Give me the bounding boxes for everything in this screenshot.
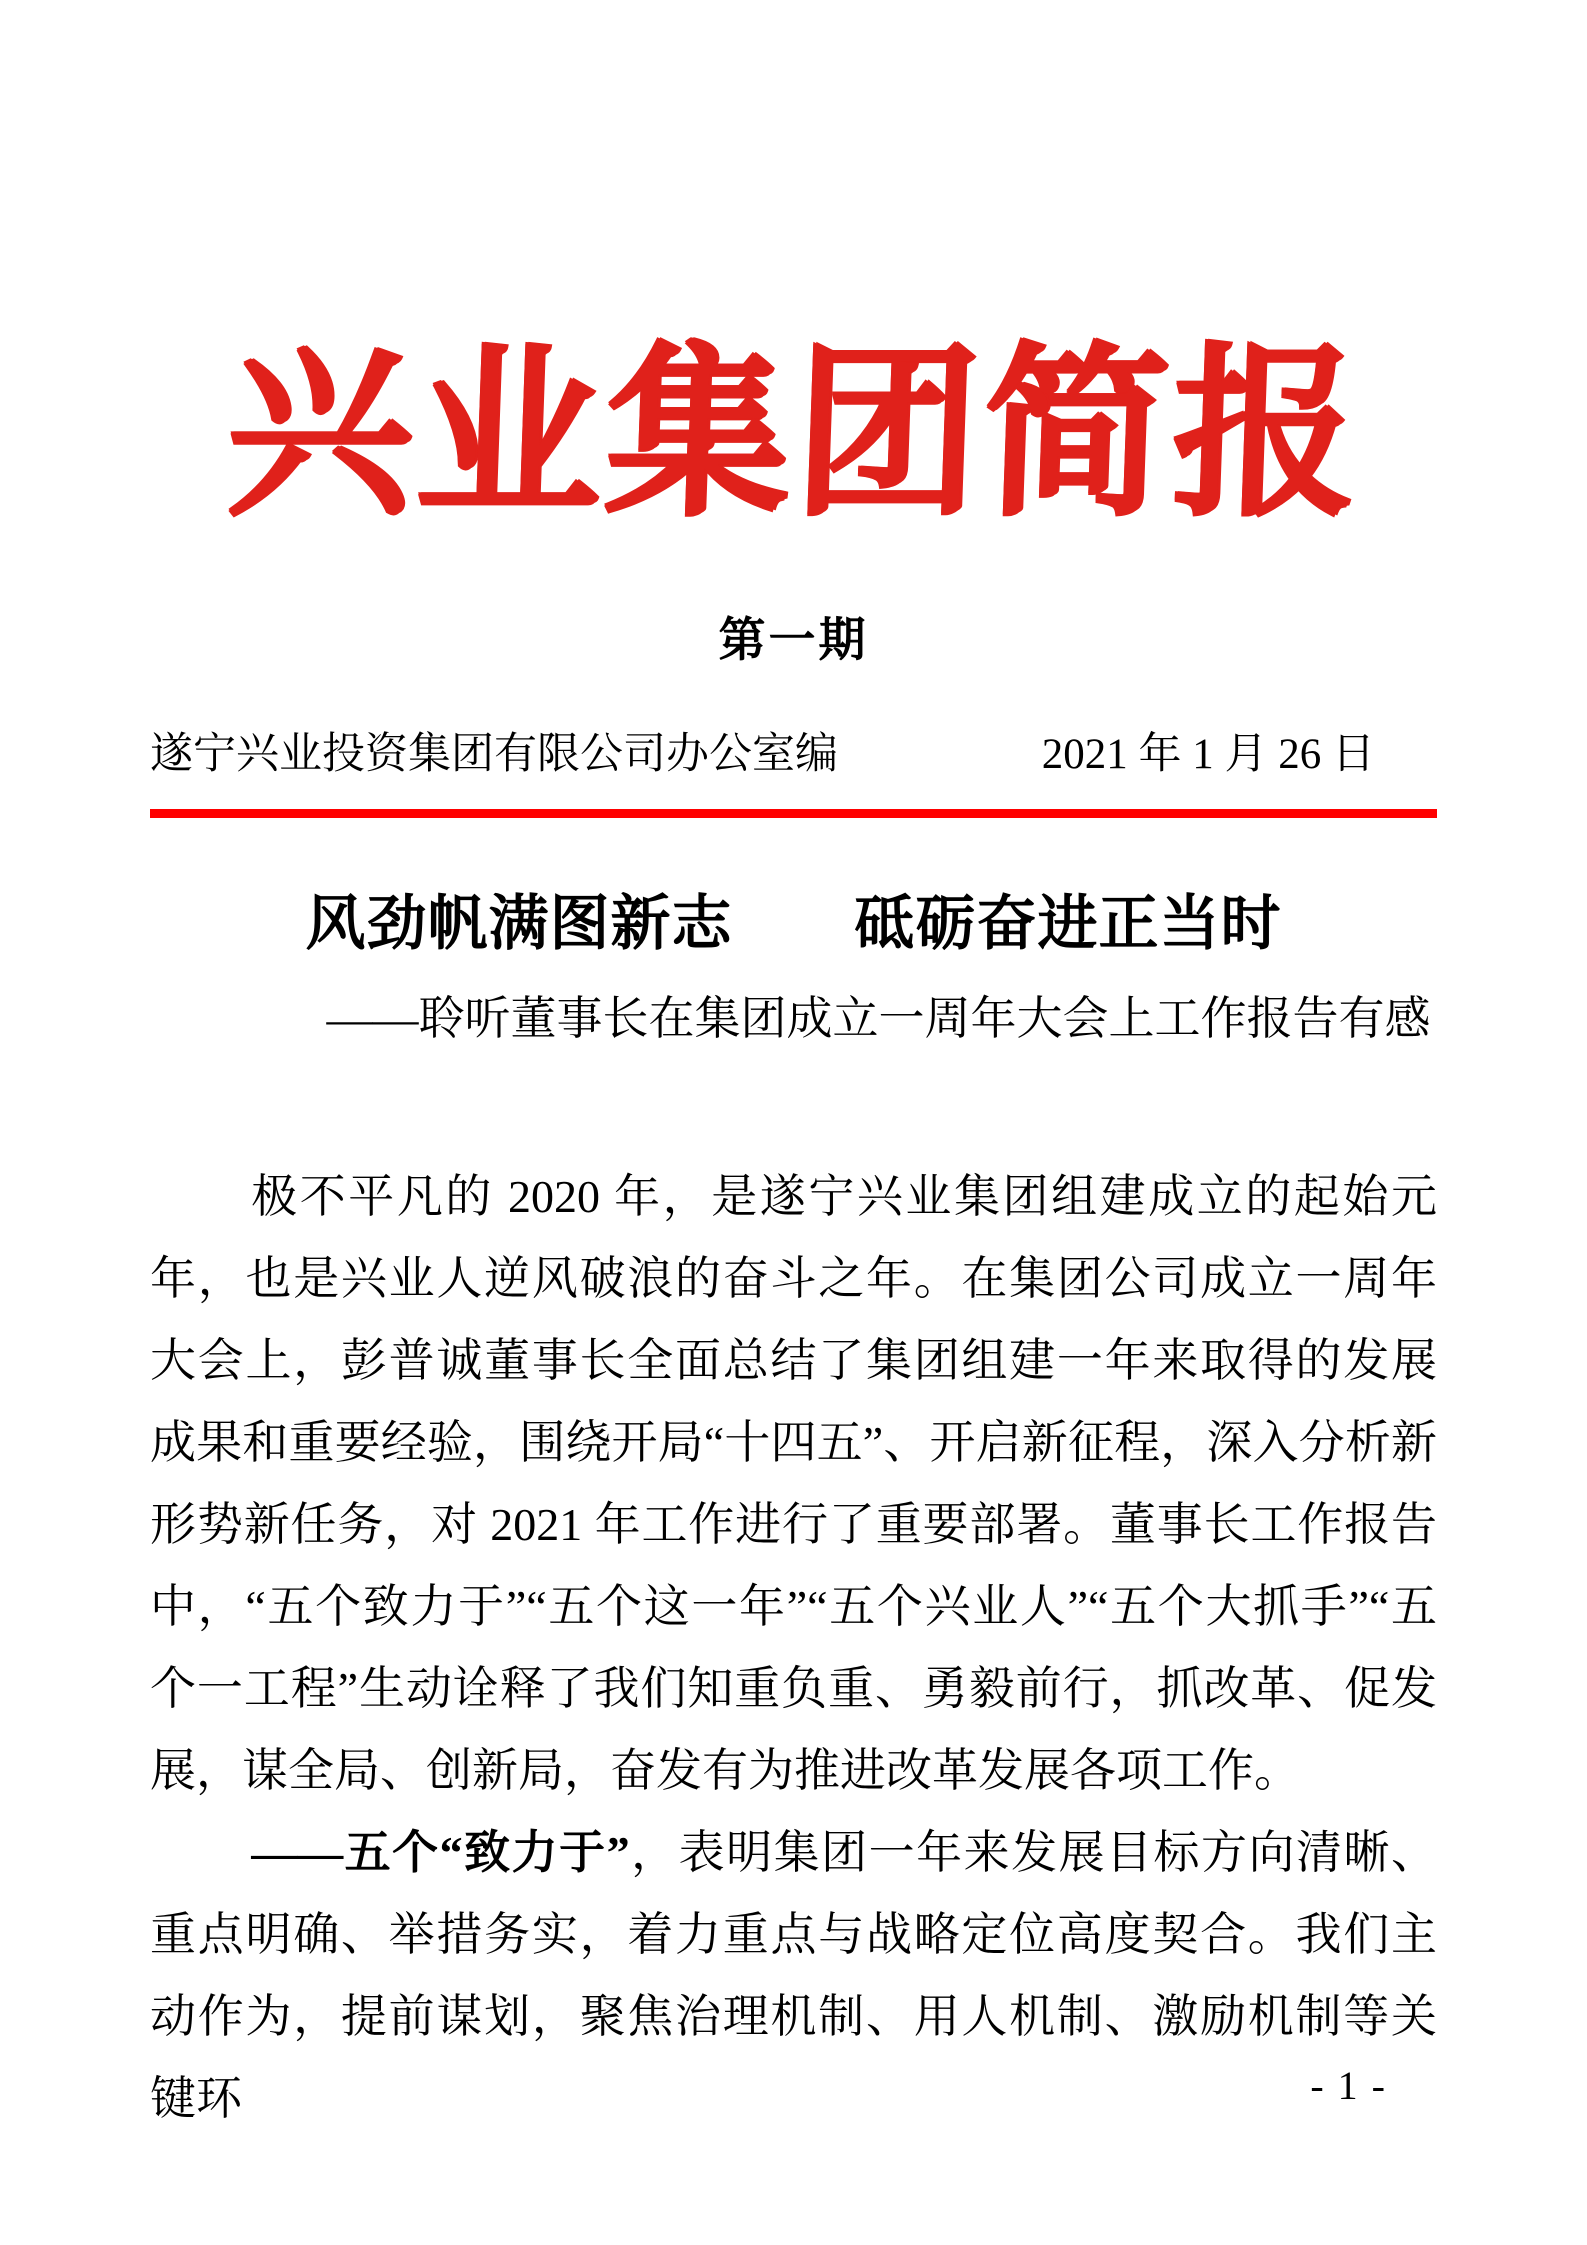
page-number: - 1 - <box>1310 2063 1387 2108</box>
paragraph-bold-lead: ——五个“致力于” <box>251 1826 630 1878</box>
article <box>150 876 1437 2140</box>
article-title: 风劲帆满图新志 砥砺奋进正当时 <box>305 890 1282 957</box>
article-subtitle: ——聆听董事长在集团成立一周年大会上工作报告有感 <box>326 992 1431 1044</box>
masthead-divider-rule <box>150 809 1437 818</box>
publication-date: 2021 年 1 月 26 日 <box>1041 730 1375 778</box>
paragraph-text: 极不平凡的 2020 年，是遂宁兴业集团组建成立的起始元年，也是兴业人逆风破浪的奋斗之年。在集团公司成立一周年大会上，彭普诚董事长全面总结了集团组建一年来取得的发展成果和重要经验，围绕开局“十四五”、开启新征程，深入分析新形势新任务，对 2021 年工作进行了重要部署。董事长工作报告中，“五个致力于”“五个这一年”“五个兴业人”“五个大抓手”“五个一工程”生动诠释了我们知重负重、勇毅前行，抓改革、促发展，谋全局、创新局，奋发有为推进改革发展各项工作。 <box>150 1170 1437 1796</box>
issue-number-label: 第一期 <box>718 612 869 666</box>
masthead-calligraphy-title: 兴业集团简报 <box>222 333 1365 538</box>
publication-info-row <box>150 720 1437 781</box>
paragraph-text: ，表明集团一年来发展目标方向清晰、重点明确、举措务实，着力重点与战略定位高度契合。我们主动作为，提前谋划，聚焦治理机制、用人机制、激励机制等关键环 <box>150 1826 1438 2124</box>
editor-credit: 遂宁兴业投资集团有限公司办公室编 <box>150 730 838 778</box>
body-paragraph-1 <box>150 1156 1437 1812</box>
masthead <box>150 330 1437 818</box>
article-body <box>150 1156 1437 2140</box>
body-paragraph-2 <box>150 1812 1437 2140</box>
